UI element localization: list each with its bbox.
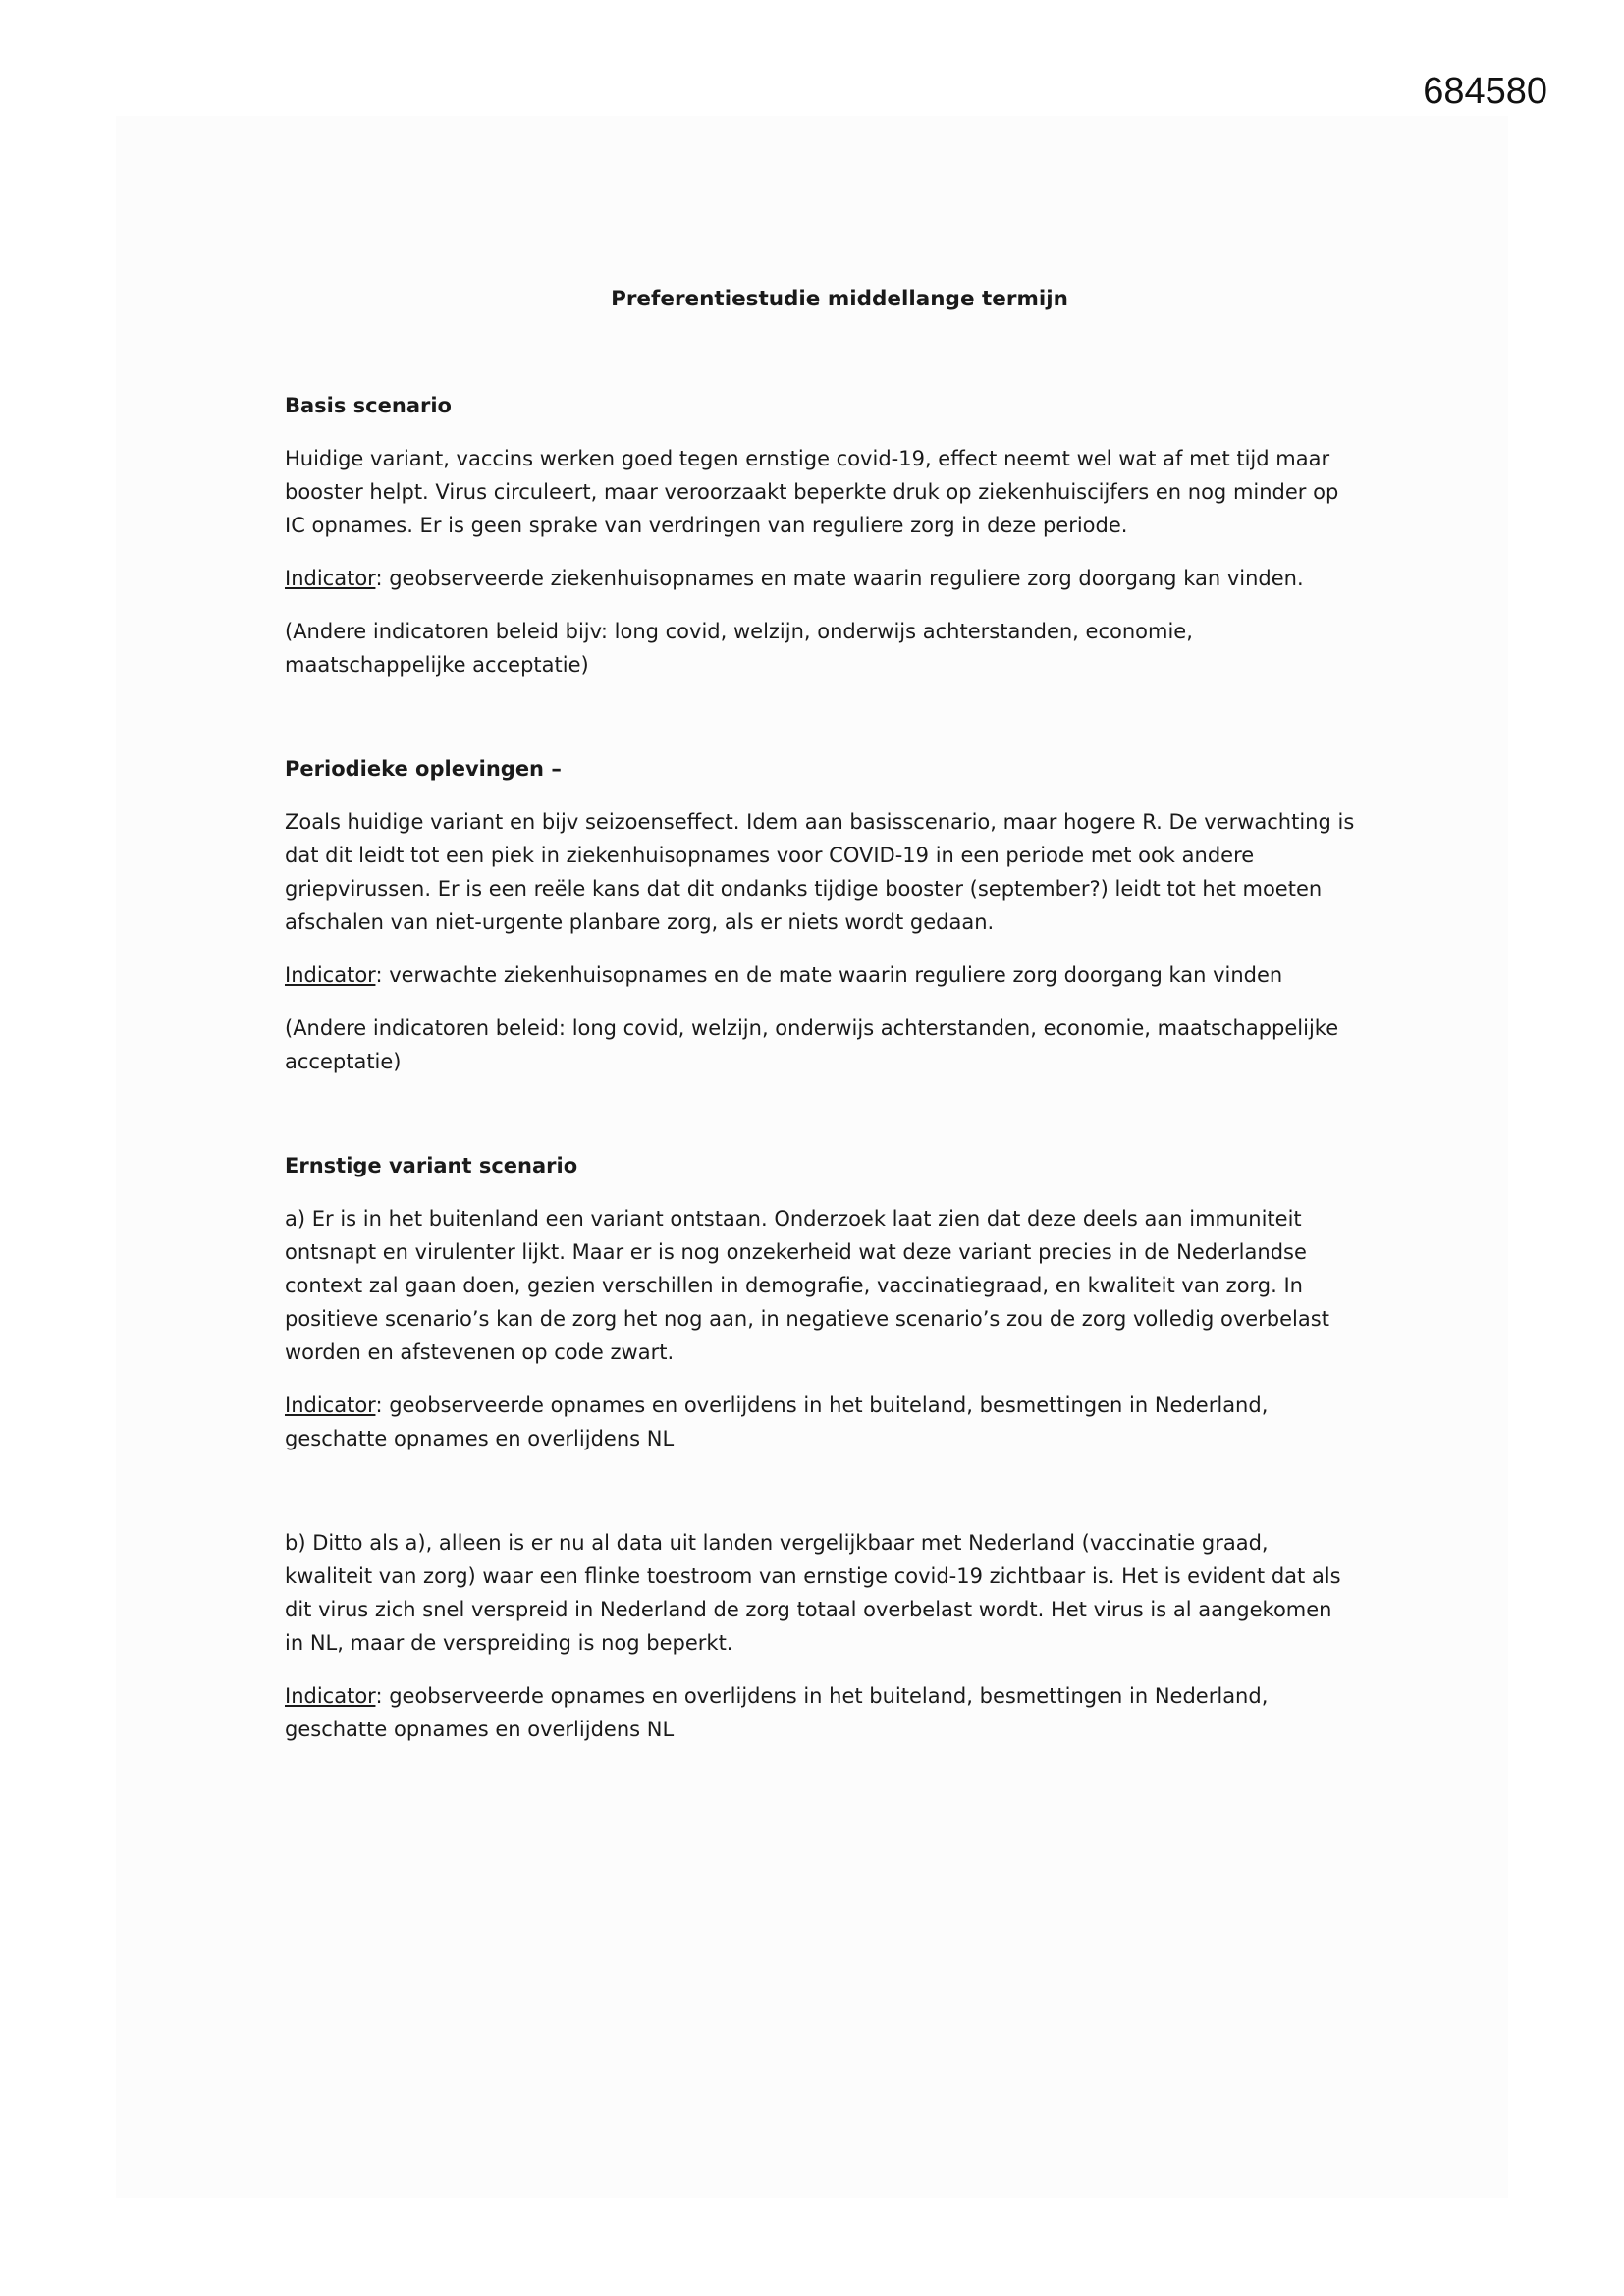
scenario-variant-a (285, 1202, 1355, 1455)
indicator-label: Indicator (285, 1684, 376, 1708)
scenario-description: a) Er is in het buitenland een variant ontstaan. Onderzoek laat zien dat deze deels aan immuniteit ontsnapt en virulenter lijkt. Maar er is nog onzekerheid wat deze variant precies in de Nederlandse context zal gaan doen, gezien verschillen in demografie, vaccinatiegraad, en kwaliteit van zorg. In positieve scenario’s kan de zorg het nog aan, in negatieve scenario’s zou de zorg volledig overbelast worden en afstevenen op code zwart. (285, 1207, 1329, 1364)
indicator-text: : geobserveerde ziekenhuisopnames en mate waarin reguliere zorg doorgang kan vinden. (375, 567, 1304, 590)
indicator-line (285, 1679, 1355, 1746)
document-id: 684580 (1423, 71, 1547, 112)
other-indicators-note: (Andere indicatoren beleid: long covid, welzijn, onderwijs achterstanden, economie, maatschappelijke acceptatie) (285, 1016, 1339, 1073)
indicator-label: Indicator (285, 1394, 376, 1417)
indicator-label: Indicator (285, 567, 376, 590)
section-heading: Periodieke oplevingen – (285, 757, 562, 781)
scenario-description: Huidige variant, vaccins werken goed tegen ernstige covid-19, effect neemt wel wat af met tijd maar booster helpt. Virus circuleert, maar veroorzaakt beperkte druk op ziekenhuiscijfers en nog minder op IC opnames. Er is geen sprake van verdringen van reguliere zorg in deze periode. (285, 447, 1339, 537)
section-basis-scenario (285, 389, 1355, 682)
indicator-text: : geobserveerde opnames en overlijdens in het buiteland, besmettingen in Nederland, geschatte opnames en overlijdens NL (285, 1394, 1269, 1450)
section-heading: Ernstige variant scenario (285, 1154, 578, 1177)
indicator-line (285, 958, 1355, 992)
indicator-label: Indicator (285, 963, 376, 987)
document-body (285, 283, 1355, 1817)
scenario-description: Zoals huidige variant en bijv seizoenseffect. Idem aan basisscenario, maar hogere R. De verwachting is dat dit leidt tot een piek in ziekenhuisopnames voor COVID-19 in een periode met ook andere griepvirussen. Er is een reële kans dat dit ondanks tijdige booster (september?) leidt tot het moeten afschalen van niet-urgente planbare zorg, als er niets wordt gedaan. (285, 810, 1355, 934)
indicator-line (285, 1389, 1355, 1455)
indicator-line (285, 562, 1355, 595)
scenario-description: b) Ditto als a), alleen is er nu al data uit landen vergelijkbaar met Nederland (vaccinatie graad, kwaliteit van zorg) waar een flinke toestroom van ernstige covid-19 zichtbaar is. Het is evident dat als dit virus zich snel verspreid in Nederland de zorg totaal overbelast wordt. Het virus is al aangekomen in NL, maar de verspreiding is nog beperkt. (285, 1531, 1341, 1655)
section-ernstige-variant (285, 1149, 1355, 1746)
section-heading: Basis scenario (285, 394, 452, 417)
indicator-text: : verwachte ziekenhuisopnames en de mate waarin reguliere zorg doorgang kan vinden (375, 963, 1283, 987)
document-title: Preferentiestudie middellange termijn (611, 287, 1068, 311)
scenario-variant-b (285, 1526, 1355, 1746)
section-periodieke-oplevingen (285, 752, 1355, 1078)
indicator-text: : geobserveerde opnames en overlijdens in het buiteland, besmettingen in Nederland, geschatte opnames en overlijdens NL (285, 1684, 1269, 1741)
other-indicators-note: (Andere indicatoren beleid bijv: long covid, welzijn, onderwijs achterstanden, economie, maatschappelijke acceptatie) (285, 620, 1193, 677)
